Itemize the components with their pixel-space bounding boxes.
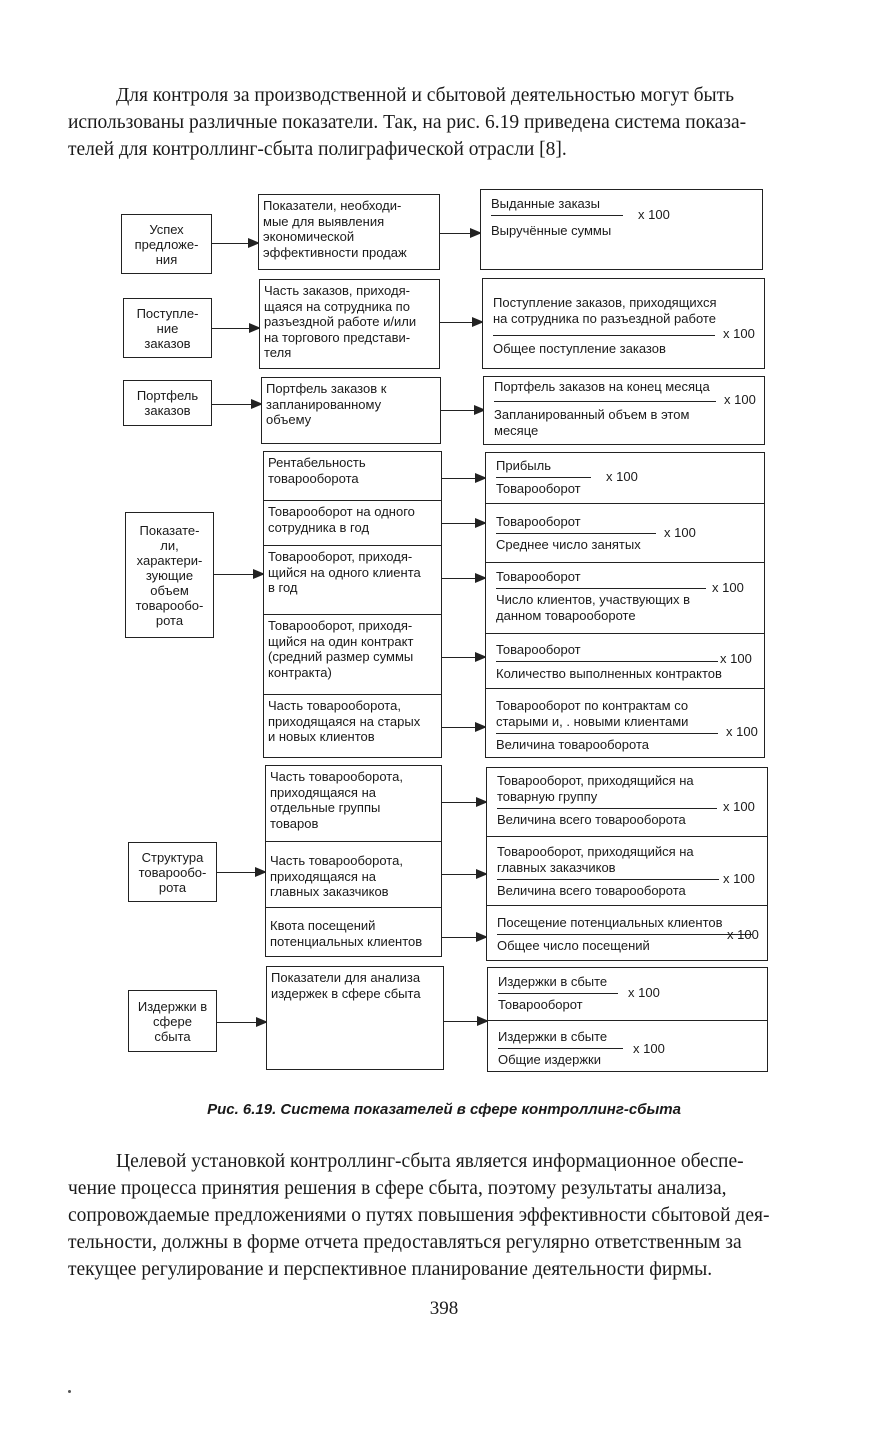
numerator: Товарооборот (496, 642, 581, 657)
formula-box (485, 562, 765, 634)
text-line: Часть товарооборота, (270, 769, 403, 784)
text-line: Издержки в (137, 998, 208, 1014)
figure-caption: Рис. 6.19. Система показателей в сфере контроллинг-сбыта (207, 1101, 681, 1118)
arrow (442, 937, 486, 938)
multiplier: x 100 (727, 927, 759, 942)
arrow (440, 233, 480, 234)
formula-box (480, 189, 763, 270)
indicator-box (266, 966, 444, 1070)
numerator: товарную группу (497, 788, 598, 804)
text-line: щийся на один контракт (268, 633, 414, 649)
fraction-bar (498, 993, 618, 994)
multiplier: x 100 (726, 724, 758, 739)
text-line: Показате- (139, 522, 200, 538)
fraction-bar (496, 588, 706, 589)
text-line: товарообо- (135, 597, 204, 613)
formula-box (485, 688, 765, 758)
text-line: Для контроля за производственной и сбытовой деятельностью могут быть (116, 85, 735, 106)
formula-box (485, 503, 765, 563)
fraction-bar (493, 335, 715, 336)
category-box (125, 512, 214, 638)
denominator: Выручённые суммы (491, 223, 612, 238)
arrow (212, 328, 259, 329)
numerator: Посещение потенциальных клиентов (497, 915, 723, 930)
arrow (217, 1022, 266, 1023)
text-line: Часть товарооборота, (270, 853, 403, 868)
text-line: ния (155, 251, 178, 267)
category-box (128, 990, 217, 1052)
indicator-box (258, 194, 440, 270)
indicator-box (261, 377, 441, 444)
arrow (441, 410, 484, 411)
text-line: использованы различные показатели. Так, на рис. 6.19 приведена система показа- (68, 112, 747, 133)
arrow (440, 322, 482, 323)
arrow (442, 523, 485, 524)
formula-box (487, 967, 768, 1021)
formula-box (486, 905, 768, 961)
formula-box (485, 452, 765, 504)
denominator: Общее число посещений (497, 938, 650, 953)
denominator: данном товарообороте (496, 607, 636, 623)
arrow (214, 574, 263, 575)
multiplier: x 100 (723, 871, 755, 886)
indicator-box (259, 279, 440, 369)
multiplier: x 100 (638, 207, 670, 222)
text-line: и новых клиентов (268, 729, 375, 744)
numerator: Товарооборот, приходящийся на (497, 844, 694, 859)
denominator: Среднее число занятых (496, 537, 641, 552)
indicator-box (263, 694, 442, 758)
arrow (444, 1021, 487, 1022)
text-line: телей для контроллинг-сбыта полиграфической отрасли [8]. (68, 139, 567, 160)
multiplier: x 100 (723, 326, 755, 341)
formula-box (487, 1020, 768, 1072)
text-line: рота (158, 879, 187, 895)
category-box (123, 298, 212, 358)
fraction-bar (497, 934, 752, 935)
indicator-box (265, 841, 442, 908)
numerator: Товарооборот по контрактам со (496, 698, 689, 713)
text-line: Рентабельность (268, 455, 366, 470)
indicator-box (263, 545, 442, 615)
multiplier: x 100 (628, 985, 660, 1000)
fraction-bar (496, 733, 718, 734)
text-line: товарооборота (268, 470, 359, 486)
indicator-box (265, 907, 442, 957)
arrow (212, 404, 261, 405)
arrow (442, 874, 486, 875)
fraction-bar (491, 215, 623, 216)
numerator: Прибыль (496, 458, 551, 473)
multiplier: x 100 (606, 469, 638, 484)
text-line: издержек в сфере сбыта (271, 985, 421, 1001)
text-line: объем (150, 582, 189, 598)
text-line: зующие (145, 567, 194, 583)
multiplier: x 100 (724, 392, 756, 407)
text-line: Показатели, необходи- (263, 198, 402, 213)
text-line: Часть товарооборота, (268, 698, 401, 713)
fraction-bar (494, 401, 716, 402)
category-box (121, 214, 212, 274)
formula-box (486, 767, 768, 837)
text-line: щийся на одного клиента (268, 564, 421, 580)
text-line: тельности, должны в форме отчета предоставляться регулярно ответственным за (68, 1232, 742, 1253)
text-line: мые для выявления (263, 213, 385, 229)
denominator: Величина всего товарооборота (497, 883, 686, 898)
text-line: приходящаяся на (270, 868, 376, 884)
arrow (442, 657, 485, 658)
text-line: Успех (149, 221, 184, 237)
multiplier: x 100 (720, 651, 752, 666)
arrow (442, 802, 486, 803)
multiplier: x 100 (633, 1041, 665, 1056)
text-line: эффективности продаж (263, 244, 407, 260)
arrow (212, 243, 258, 244)
text-line: теля (264, 345, 292, 360)
denominator: Величина товарооборота (496, 737, 649, 752)
denominator: Запланированный объем в этом (494, 407, 690, 422)
denominator: Товарооборот (498, 997, 583, 1012)
denominator: Общее поступление заказов (493, 341, 666, 356)
text-line: рота (155, 612, 184, 628)
text-line: предложе- (134, 236, 199, 252)
outro-paragraph (68, 1148, 824, 1283)
fraction-bar (496, 477, 591, 478)
text-line: Товарооборот, приходя- (268, 618, 413, 633)
text-line: запланированному (266, 396, 382, 412)
category-box (123, 380, 212, 426)
numerator: Выданные заказы (491, 196, 600, 211)
numerator: на сотрудника по разъездной работе (493, 310, 716, 326)
category-box (128, 842, 217, 902)
text-line: товарообо- (138, 864, 207, 880)
text-line: Часть заказов, приходя- (264, 283, 410, 298)
text-line: сфере (153, 1013, 192, 1029)
text-line: (средний размер суммы (268, 649, 414, 664)
text-line: текущее регулирование и перспективное планирование деятельности фирмы. (68, 1259, 713, 1280)
text-line: отдельные группы (270, 800, 381, 815)
indicator-box (263, 614, 442, 695)
text-line: Квота посещений (270, 918, 376, 933)
denominator: Количество выполненных контрактов (496, 666, 722, 681)
text-line: приходящаяся на старых (268, 713, 421, 729)
text-line: приходящаяся на (270, 784, 376, 800)
denominator: Товарооборот (496, 481, 581, 496)
text-line: Структура (141, 849, 204, 865)
indicator-box (263, 500, 442, 546)
scan-speck (68, 1390, 71, 1393)
numerator: Товарооборот, приходящийся на (497, 773, 694, 788)
numerator: Портфель заказов на конец месяца (494, 379, 710, 394)
fraction-bar (496, 533, 656, 534)
numerator: Товарооборот (496, 569, 581, 584)
text-line: объему (266, 412, 312, 427)
multiplier: x 100 (664, 525, 696, 540)
page-number: 398 (429, 1298, 459, 1319)
text-line: чение процесса принятия решения в сфере сбыта, поэтому результаты анализа, (68, 1178, 727, 1199)
text-line: ние (156, 320, 179, 336)
text-line: заказов (144, 335, 191, 351)
text-line: щаяся на сотрудника по (264, 298, 410, 314)
text-line: сбыта (154, 1028, 191, 1044)
text-line: Показатели для анализа (271, 970, 421, 985)
arrow (217, 872, 265, 873)
text-line: Целевой установкой контроллинг-сбыта является информационное обеспе- (116, 1151, 744, 1172)
text-line: в год (268, 580, 298, 595)
text-line: Товарооборот, приходя- (268, 549, 413, 564)
text-line: контракта) (268, 664, 332, 680)
intro-paragraph (68, 82, 824, 163)
text-line: Товарооборот на одного (268, 504, 415, 519)
text-line: товаров (270, 815, 319, 831)
multiplier: x 100 (712, 580, 744, 595)
text-line: сотрудника в год (268, 519, 370, 535)
numerator: Издержки в сбыте (498, 974, 608, 989)
text-line: ли, (160, 537, 179, 553)
formula-box (482, 278, 765, 369)
fraction-bar (497, 879, 719, 880)
indicator-box (265, 765, 442, 842)
fraction-bar (496, 661, 718, 662)
text-line: сопровождаемые предложениями о путях повышения эффективности сбытовой дея- (68, 1205, 770, 1226)
text-line: потенциальных клиентов (270, 933, 423, 949)
text-line: Поступле- (136, 305, 199, 321)
numerator: Поступление заказов, приходящихся (493, 295, 717, 310)
fraction-bar (498, 1048, 623, 1049)
indicator-box (263, 451, 442, 501)
arrow (442, 727, 485, 728)
arrow (442, 578, 485, 579)
text-line: Портфель заказов к (266, 381, 387, 396)
numerator: Товарооборот (496, 514, 581, 529)
numerator: Издержки в сбыте (498, 1029, 608, 1044)
arrow (442, 478, 485, 479)
denominator: Величина всего товарооборота (497, 812, 686, 827)
denominator: месяце (494, 422, 539, 438)
denominator: Число клиентов, участвующих в (496, 592, 691, 607)
formula-box (483, 376, 765, 445)
formula-box (485, 633, 765, 689)
text-line: разъездной работе и/или (264, 314, 417, 329)
text-line: заказов (144, 403, 191, 418)
numerator: главных заказчиков (497, 859, 616, 875)
text-line: на торгового представи- (264, 329, 411, 345)
text-line: характери- (136, 552, 203, 568)
text-line: Портфель (136, 388, 199, 403)
denominator: Общие издержки (498, 1052, 601, 1067)
text-line: главных заказчиков (270, 884, 389, 899)
text-line: экономической (263, 229, 355, 244)
formula-box (486, 836, 768, 906)
fraction-bar (497, 808, 717, 809)
multiplier: x 100 (723, 799, 755, 814)
numerator: старыми и, . новыми клиентами (496, 713, 689, 729)
